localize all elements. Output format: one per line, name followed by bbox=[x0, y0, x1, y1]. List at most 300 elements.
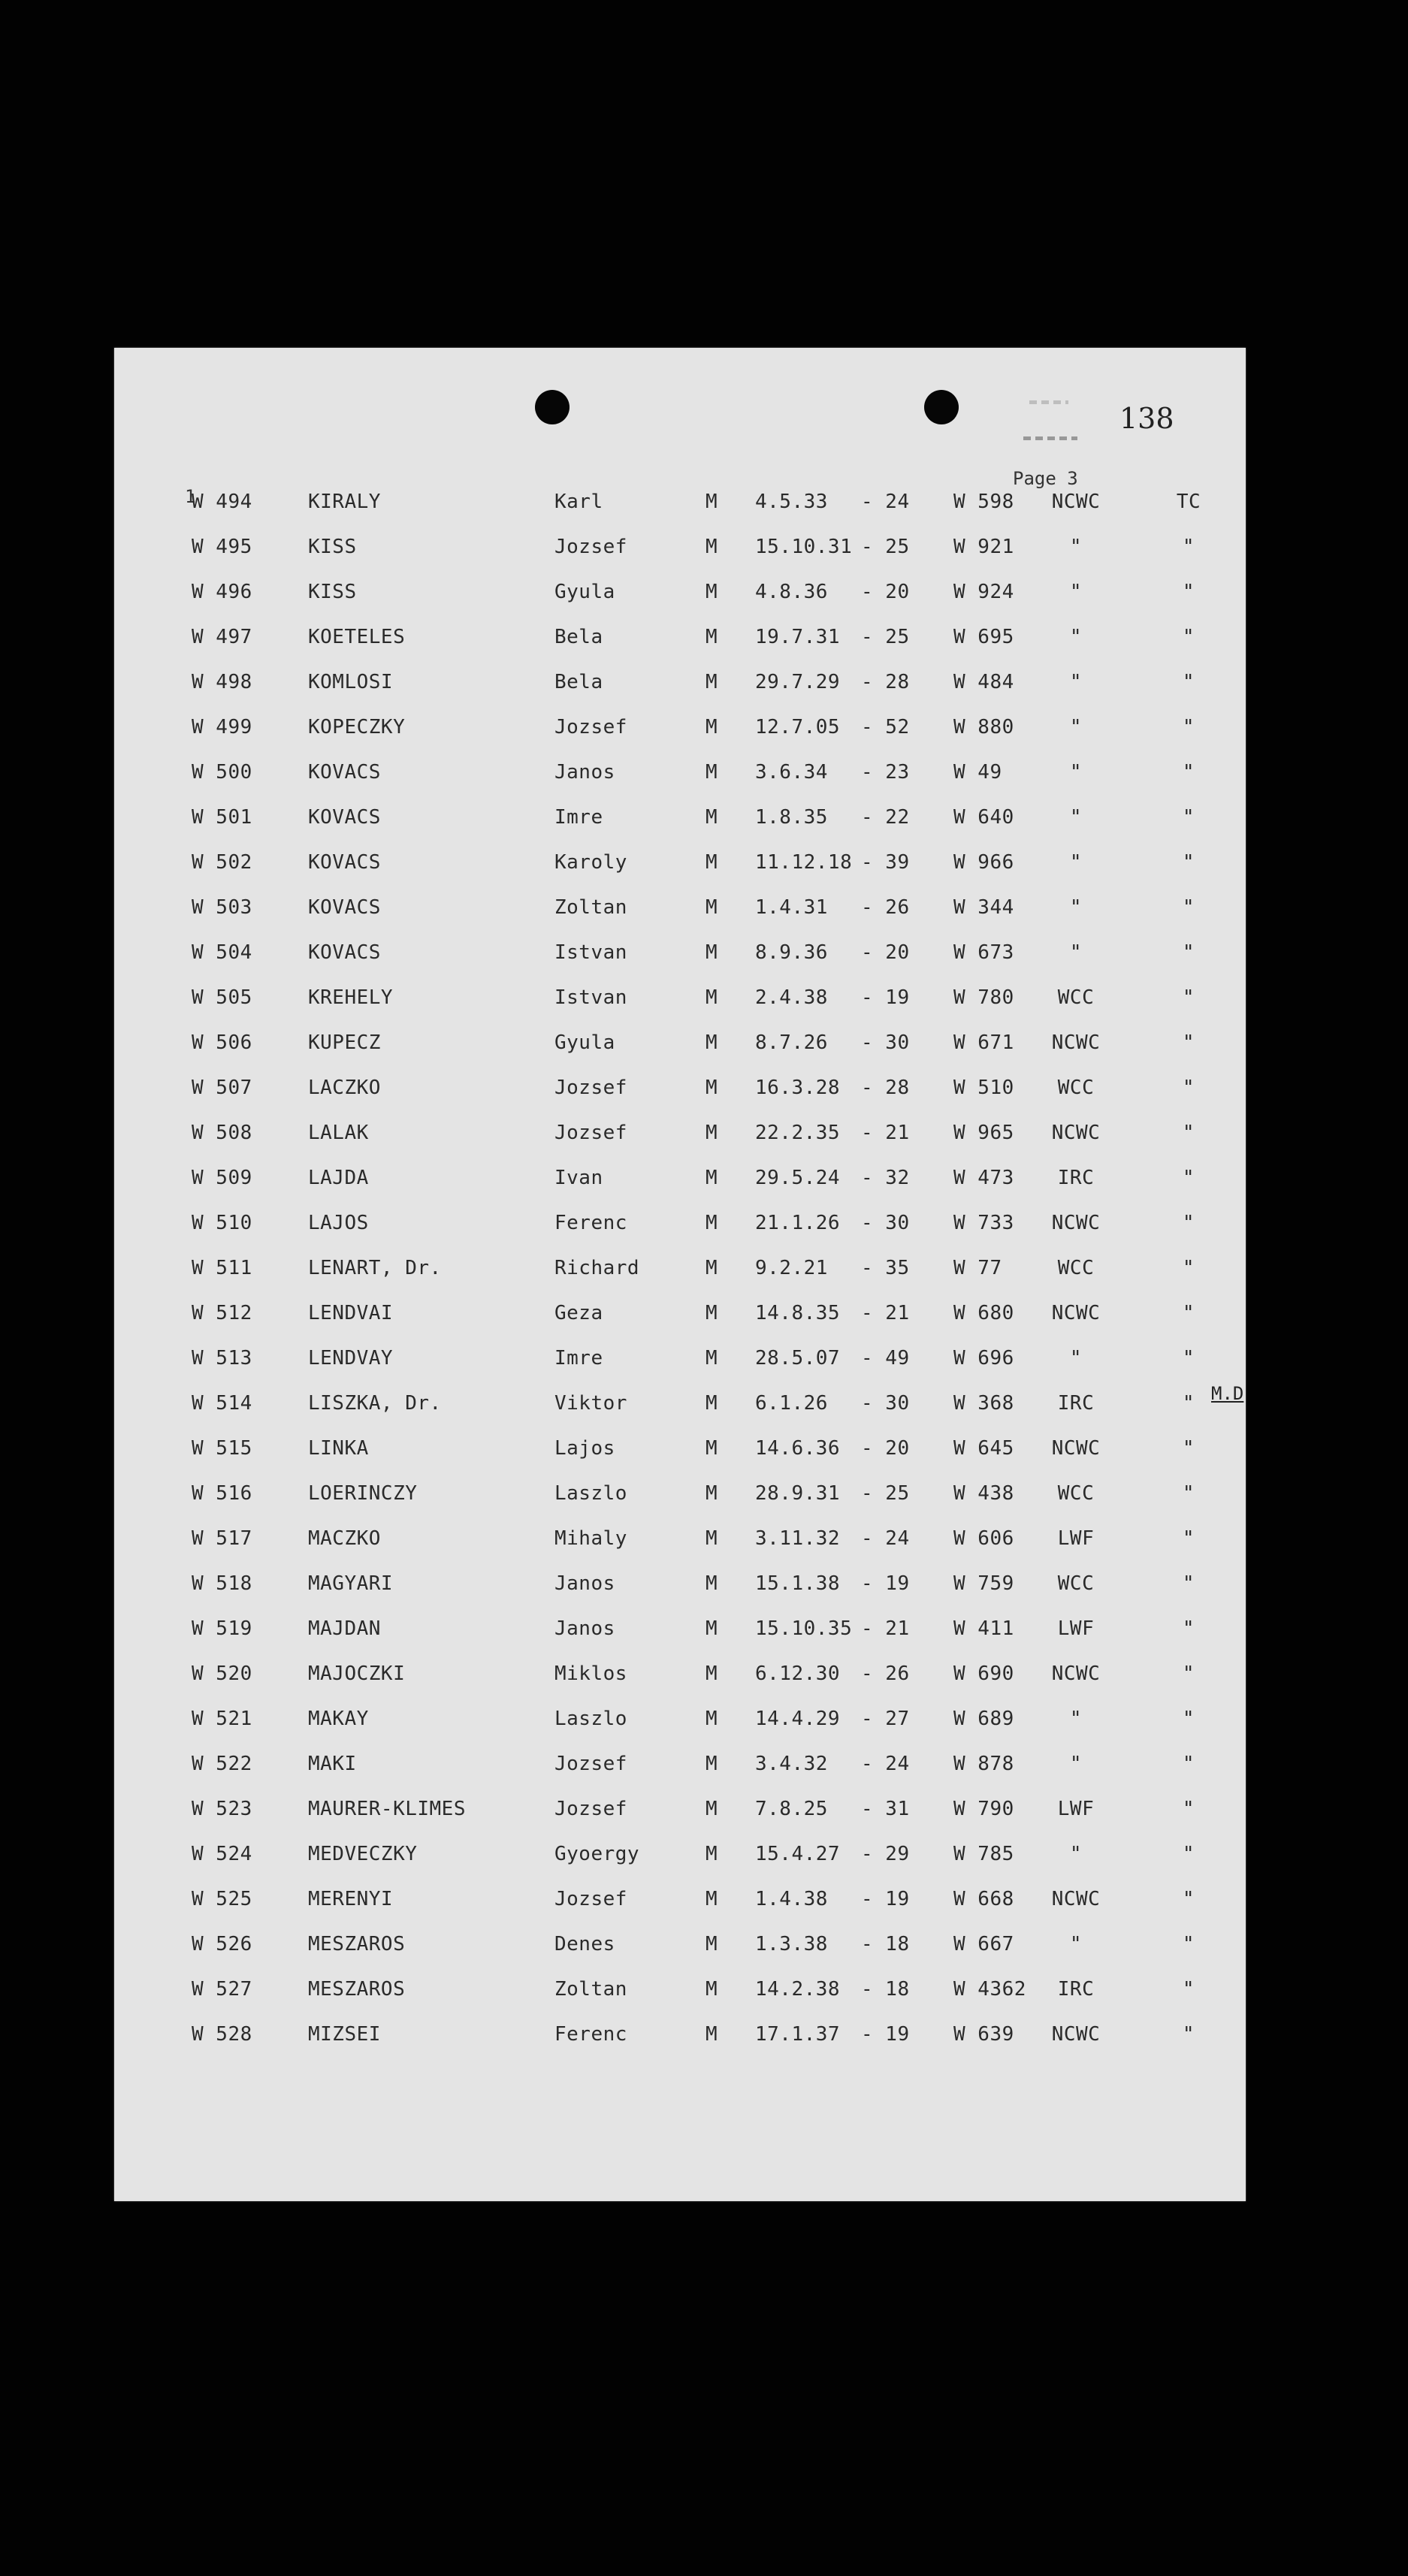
stamp-smudge bbox=[1023, 436, 1077, 440]
reference-number: W 344 bbox=[953, 896, 1014, 919]
birth-date: 14.4.29 bbox=[755, 1708, 841, 1730]
destination: " bbox=[1182, 1753, 1195, 1775]
record-number: W 523 bbox=[192, 1798, 252, 1820]
destination: " bbox=[1182, 1077, 1195, 1099]
surname: LISZKA, Dr. bbox=[308, 1392, 442, 1415]
birth-date: 14.6.36 bbox=[755, 1437, 841, 1460]
punch-hole bbox=[924, 390, 959, 424]
reference-number: W 966 bbox=[953, 851, 1014, 874]
surname: KOVACS bbox=[308, 896, 381, 919]
list-item bbox=[114, 491, 1246, 536]
first-name: Jozsef bbox=[554, 1888, 627, 1910]
list-item bbox=[114, 941, 1246, 986]
list-item bbox=[114, 851, 1246, 896]
birth-date: 3.11.32 bbox=[755, 1527, 841, 1550]
agency: " bbox=[1069, 536, 1083, 558]
first-name: Jozsef bbox=[554, 716, 627, 738]
record-number: W 527 bbox=[192, 1978, 252, 2001]
reference-number: W 667 bbox=[953, 1933, 1014, 1955]
destination: " bbox=[1182, 896, 1195, 919]
age: - 21 bbox=[861, 1617, 910, 1640]
record-number: W 511 bbox=[192, 1257, 252, 1279]
record-number: W 528 bbox=[192, 2023, 252, 2046]
birth-date: 21.1.26 bbox=[755, 1212, 841, 1234]
destination: " bbox=[1182, 1212, 1195, 1234]
sex: M bbox=[706, 1798, 718, 1820]
age: - 20 bbox=[861, 581, 910, 603]
surname: MESZAROS bbox=[308, 1933, 406, 1955]
surname: MAGYARI bbox=[308, 1572, 394, 1595]
destination: " bbox=[1182, 1031, 1195, 1054]
record-number: W 503 bbox=[192, 896, 252, 919]
age: - 19 bbox=[861, 1572, 910, 1595]
destination: " bbox=[1182, 1167, 1195, 1189]
birth-date: 6.1.26 bbox=[755, 1392, 828, 1415]
first-name: Ferenc bbox=[554, 2023, 627, 2046]
sex: M bbox=[706, 1843, 718, 1865]
surname: MIZSEI bbox=[308, 2023, 381, 2046]
age: - 23 bbox=[861, 761, 910, 784]
list-item bbox=[114, 1798, 1246, 1843]
reference-number: W 639 bbox=[953, 2023, 1014, 2046]
first-name: Istvan bbox=[554, 941, 627, 964]
record-number: W 520 bbox=[192, 1662, 252, 1685]
birth-date: 28.5.07 bbox=[755, 1347, 841, 1370]
surname: MAJDAN bbox=[308, 1617, 381, 1640]
surname: MAJOCZKI bbox=[308, 1662, 406, 1685]
sex: M bbox=[706, 1753, 718, 1775]
reference-number: W 77 bbox=[953, 1257, 1002, 1279]
surname: LINKA bbox=[308, 1437, 369, 1460]
first-name: Imre bbox=[554, 806, 603, 829]
birth-date: 15.4.27 bbox=[755, 1843, 841, 1865]
agency: " bbox=[1069, 671, 1083, 693]
age: - 52 bbox=[861, 716, 910, 738]
agency: " bbox=[1069, 851, 1083, 874]
first-name: Geza bbox=[554, 1302, 603, 1324]
birth-date: 28.9.31 bbox=[755, 1482, 841, 1505]
list-item bbox=[114, 1077, 1246, 1122]
sex: M bbox=[706, 851, 718, 874]
destination: " bbox=[1182, 1798, 1195, 1820]
age: - 19 bbox=[861, 2023, 910, 2046]
birth-date: 7.8.25 bbox=[755, 1798, 828, 1820]
surname: LENDVAY bbox=[308, 1347, 394, 1370]
surname: LACZKO bbox=[308, 1077, 381, 1099]
list-item bbox=[114, 671, 1246, 716]
destination: " bbox=[1182, 986, 1195, 1009]
birth-date: 15.10.31 bbox=[755, 536, 853, 558]
agency: WCC bbox=[1057, 986, 1095, 1009]
agency: " bbox=[1069, 716, 1083, 738]
first-name: Imre bbox=[554, 1347, 603, 1370]
agency: NCWC bbox=[1051, 1662, 1101, 1685]
records-list bbox=[114, 491, 1246, 2068]
first-name: Bela bbox=[554, 626, 603, 648]
sex: M bbox=[706, 1437, 718, 1460]
list-item bbox=[114, 986, 1246, 1031]
record-number: W 499 bbox=[192, 716, 252, 738]
punch-hole bbox=[535, 390, 570, 424]
reference-number: W 4362 bbox=[953, 1978, 1026, 2001]
age: - 28 bbox=[861, 671, 910, 693]
surname: KOVACS bbox=[308, 761, 381, 784]
birth-date: 16.3.28 bbox=[755, 1077, 841, 1099]
surname: MAKAY bbox=[308, 1708, 369, 1730]
reference-number: W 438 bbox=[953, 1482, 1014, 1505]
sex: M bbox=[706, 1167, 718, 1189]
age: - 31 bbox=[861, 1798, 910, 1820]
record-number: W 506 bbox=[192, 1031, 252, 1054]
age: - 24 bbox=[861, 491, 910, 513]
list-item bbox=[114, 1437, 1246, 1482]
list-item bbox=[114, 1167, 1246, 1212]
age: - 49 bbox=[861, 1347, 910, 1370]
record-number: W 514 bbox=[192, 1392, 252, 1415]
age: - 22 bbox=[861, 806, 910, 829]
birth-date: 6.12.30 bbox=[755, 1662, 841, 1685]
destination: " bbox=[1182, 1392, 1195, 1415]
age: - 20 bbox=[861, 941, 910, 964]
reference-number: W 733 bbox=[953, 1212, 1014, 1234]
surname: KOETELES bbox=[308, 626, 406, 648]
surname: KUPECZ bbox=[308, 1031, 381, 1054]
sex: M bbox=[706, 1347, 718, 1370]
list-item bbox=[114, 1347, 1246, 1392]
list-item bbox=[114, 1933, 1246, 1978]
list-item bbox=[114, 1482, 1246, 1527]
reference-number: W 696 bbox=[953, 1347, 1014, 1370]
destination: " bbox=[1182, 1933, 1195, 1955]
sex: M bbox=[706, 896, 718, 919]
first-name: Karl bbox=[554, 491, 603, 513]
surname: MACZKO bbox=[308, 1527, 381, 1550]
reference-number: W 645 bbox=[953, 1437, 1014, 1460]
reference-number: W 790 bbox=[953, 1798, 1014, 1820]
birth-date: 3.4.32 bbox=[755, 1753, 828, 1775]
age: - 26 bbox=[861, 1662, 910, 1685]
page-number: 138 bbox=[1119, 402, 1174, 435]
surname: MEDVECZKY bbox=[308, 1843, 418, 1865]
destination: " bbox=[1182, 1122, 1195, 1144]
birth-date: 29.7.29 bbox=[755, 671, 841, 693]
surname: KREHELY bbox=[308, 986, 394, 1009]
list-item bbox=[114, 1662, 1246, 1708]
agency: NCWC bbox=[1051, 2023, 1101, 2046]
age: - 21 bbox=[861, 1122, 910, 1144]
agency: " bbox=[1069, 1708, 1083, 1730]
destination: " bbox=[1182, 1888, 1195, 1910]
first-name: Jozsef bbox=[554, 1122, 627, 1144]
age: - 26 bbox=[861, 896, 910, 919]
agency: LWF bbox=[1057, 1798, 1095, 1820]
birth-date: 1.8.35 bbox=[755, 806, 828, 829]
age: - 27 bbox=[861, 1708, 910, 1730]
surname: MERENYI bbox=[308, 1888, 394, 1910]
record-number: W 517 bbox=[192, 1527, 252, 1550]
surname: KOMLOSI bbox=[308, 671, 394, 693]
destination: " bbox=[1182, 941, 1195, 964]
agency: " bbox=[1069, 1843, 1083, 1865]
age: - 21 bbox=[861, 1302, 910, 1324]
record-number: W 500 bbox=[192, 761, 252, 784]
age: - 35 bbox=[861, 1257, 910, 1279]
agency: NCWC bbox=[1051, 1031, 1101, 1054]
birth-date: 14.2.38 bbox=[755, 1978, 841, 2001]
first-name: Gyula bbox=[554, 1031, 615, 1054]
age: - 24 bbox=[861, 1753, 910, 1775]
list-item bbox=[114, 1031, 1246, 1077]
birth-date: 9.2.21 bbox=[755, 1257, 828, 1279]
reference-number: W 695 bbox=[953, 626, 1014, 648]
agency: IRC bbox=[1057, 1167, 1095, 1189]
surname: KOVACS bbox=[308, 941, 381, 964]
sex: M bbox=[706, 1978, 718, 2001]
birth-date: 15.1.38 bbox=[755, 1572, 841, 1595]
destination: " bbox=[1182, 1527, 1195, 1550]
sex: M bbox=[706, 626, 718, 648]
document-sheet bbox=[114, 348, 1246, 2201]
list-item bbox=[114, 1843, 1246, 1888]
record-number: W 521 bbox=[192, 1708, 252, 1730]
surname: KOPECZKY bbox=[308, 716, 406, 738]
record-number: W 515 bbox=[192, 1437, 252, 1460]
reference-number: W 689 bbox=[953, 1708, 1014, 1730]
agency: LWF bbox=[1057, 1527, 1095, 1550]
first-name: Richard bbox=[554, 1257, 640, 1279]
sex: M bbox=[706, 941, 718, 964]
birth-date: 19.7.31 bbox=[755, 626, 841, 648]
age: - 32 bbox=[861, 1167, 910, 1189]
reference-number: W 780 bbox=[953, 986, 1014, 1009]
sex: M bbox=[706, 761, 718, 784]
first-name: Gyoergy bbox=[554, 1843, 640, 1865]
sex: M bbox=[706, 1122, 718, 1144]
surname: KOVACS bbox=[308, 851, 381, 874]
sex: M bbox=[706, 806, 718, 829]
surname: MAURER-KLIMES bbox=[308, 1798, 466, 1820]
record-number: W 502 bbox=[192, 851, 252, 874]
list-item bbox=[114, 1257, 1246, 1302]
age: - 28 bbox=[861, 1077, 910, 1099]
age: - 19 bbox=[861, 1888, 910, 1910]
sex: M bbox=[706, 1212, 718, 1234]
reference-number: W 668 bbox=[953, 1888, 1014, 1910]
destination: " bbox=[1182, 1347, 1195, 1370]
agency: NCWC bbox=[1051, 491, 1101, 513]
agency: NCWC bbox=[1051, 1437, 1101, 1460]
agency: WCC bbox=[1057, 1572, 1095, 1595]
age: - 18 bbox=[861, 1933, 910, 1955]
surname: KISS bbox=[308, 536, 357, 558]
surname: LOERINCZY bbox=[308, 1482, 418, 1505]
reference-number: W 690 bbox=[953, 1662, 1014, 1685]
reference-number: W 671 bbox=[953, 1031, 1014, 1054]
first-name: Jozsef bbox=[554, 1753, 627, 1775]
first-name: Laszlo bbox=[554, 1482, 627, 1505]
first-name: Jozsef bbox=[554, 1798, 627, 1820]
record-number: W 525 bbox=[192, 1888, 252, 1910]
sex: M bbox=[706, 1933, 718, 1955]
destination: " bbox=[1182, 1978, 1195, 2001]
birth-date: 14.8.35 bbox=[755, 1302, 841, 1324]
birth-date: 2.4.38 bbox=[755, 986, 828, 1009]
record-number: W 518 bbox=[192, 1572, 252, 1595]
list-item bbox=[114, 1753, 1246, 1798]
destination: " bbox=[1182, 1572, 1195, 1595]
agency: WCC bbox=[1057, 1077, 1095, 1099]
first-name: Ivan bbox=[554, 1167, 603, 1189]
first-name: Viktor bbox=[554, 1392, 627, 1415]
list-item bbox=[114, 536, 1246, 581]
record-number: W 524 bbox=[192, 1843, 252, 1865]
age: - 29 bbox=[861, 1843, 910, 1865]
surname: LENDVAI bbox=[308, 1302, 394, 1324]
reference-number: W 965 bbox=[953, 1122, 1014, 1144]
list-item bbox=[114, 716, 1246, 761]
list-item bbox=[114, 1122, 1246, 1167]
sex: M bbox=[706, 1708, 718, 1730]
list-item bbox=[114, 896, 1246, 941]
sex: M bbox=[706, 1662, 718, 1685]
sex: M bbox=[706, 671, 718, 693]
agency: LWF bbox=[1057, 1617, 1095, 1640]
birth-date: 15.10.35 bbox=[755, 1617, 853, 1640]
surname: KOVACS bbox=[308, 806, 381, 829]
reference-number: W 640 bbox=[953, 806, 1014, 829]
record-number: W 510 bbox=[192, 1212, 252, 1234]
reference-number: W 606 bbox=[953, 1527, 1014, 1550]
birth-date: 4.5.33 bbox=[755, 491, 828, 513]
first-name: Janos bbox=[554, 761, 615, 784]
reference-number: W 878 bbox=[953, 1753, 1014, 1775]
age: - 25 bbox=[861, 626, 910, 648]
destination: " bbox=[1182, 1257, 1195, 1279]
record-number: W 495 bbox=[192, 536, 252, 558]
destination: " bbox=[1182, 536, 1195, 558]
birth-date: 1.3.38 bbox=[755, 1933, 828, 1955]
record-number: W 504 bbox=[192, 941, 252, 964]
agency: " bbox=[1069, 581, 1083, 603]
side-note: M.D bbox=[1211, 1383, 1244, 1404]
corner-mark: 1 bbox=[185, 486, 196, 507]
record-number: W 509 bbox=[192, 1167, 252, 1189]
destination: " bbox=[1182, 1662, 1195, 1685]
age: - 39 bbox=[861, 851, 910, 874]
record-number: W 512 bbox=[192, 1302, 252, 1324]
agency: NCWC bbox=[1051, 1212, 1101, 1234]
age: - 24 bbox=[861, 1527, 910, 1550]
reference-number: W 759 bbox=[953, 1572, 1014, 1595]
destination: " bbox=[1182, 1708, 1195, 1730]
sex: M bbox=[706, 716, 718, 738]
birth-date: 8.7.26 bbox=[755, 1031, 828, 1054]
record-number: W 526 bbox=[192, 1933, 252, 1955]
sex: M bbox=[706, 581, 718, 603]
surname: LAJOS bbox=[308, 1212, 369, 1234]
record-number: W 516 bbox=[192, 1482, 252, 1505]
agency: " bbox=[1069, 761, 1083, 784]
destination: " bbox=[1182, 1437, 1195, 1460]
sex: M bbox=[706, 1888, 718, 1910]
list-item bbox=[114, 1572, 1246, 1617]
birth-date: 17.1.37 bbox=[755, 2023, 841, 2046]
age: - 19 bbox=[861, 986, 910, 1009]
sex: M bbox=[706, 491, 718, 513]
destination: " bbox=[1182, 1617, 1195, 1640]
reference-number: W 673 bbox=[953, 941, 1014, 964]
age: - 30 bbox=[861, 1212, 910, 1234]
age: - 25 bbox=[861, 536, 910, 558]
agency: " bbox=[1069, 626, 1083, 648]
agency: WCC bbox=[1057, 1257, 1095, 1279]
record-number: W 498 bbox=[192, 671, 252, 693]
reference-number: W 510 bbox=[953, 1077, 1014, 1099]
list-item bbox=[114, 1708, 1246, 1753]
birth-date: 11.12.18 bbox=[755, 851, 853, 874]
list-item bbox=[114, 581, 1246, 626]
record-number: W 522 bbox=[192, 1753, 252, 1775]
reference-number: W 368 bbox=[953, 1392, 1014, 1415]
reference-number: W 473 bbox=[953, 1167, 1014, 1189]
agency: " bbox=[1069, 1753, 1083, 1775]
record-number: W 508 bbox=[192, 1122, 252, 1144]
destination: " bbox=[1182, 626, 1195, 648]
reference-number: W 411 bbox=[953, 1617, 1014, 1640]
list-item bbox=[114, 1302, 1246, 1347]
list-item bbox=[114, 626, 1246, 671]
list-item bbox=[114, 1888, 1246, 1933]
record-number: W 519 bbox=[192, 1617, 252, 1640]
agency: " bbox=[1069, 1933, 1083, 1955]
first-name: Denes bbox=[554, 1933, 615, 1955]
agency: NCWC bbox=[1051, 1122, 1101, 1144]
first-name: Janos bbox=[554, 1617, 615, 1640]
birth-date: 29.5.24 bbox=[755, 1167, 841, 1189]
sex: M bbox=[706, 986, 718, 1009]
sex: M bbox=[706, 1257, 718, 1279]
destination: " bbox=[1182, 2023, 1195, 2046]
agency: " bbox=[1069, 806, 1083, 829]
surname: MAKI bbox=[308, 1753, 357, 1775]
first-name: Zoltan bbox=[554, 1978, 627, 2001]
reference-number: W 49 bbox=[953, 761, 1002, 784]
surname: MESZAROS bbox=[308, 1978, 406, 2001]
list-item bbox=[114, 1212, 1246, 1257]
first-name: Jozsef bbox=[554, 536, 627, 558]
first-name: Bela bbox=[554, 671, 603, 693]
first-name: Ferenc bbox=[554, 1212, 627, 1234]
agency: IRC bbox=[1057, 1392, 1095, 1415]
record-number: W 505 bbox=[192, 986, 252, 1009]
sex: M bbox=[706, 1302, 718, 1324]
record-number: W 507 bbox=[192, 1077, 252, 1099]
surname: LALAK bbox=[308, 1122, 369, 1144]
stamp-smudge bbox=[1029, 400, 1068, 404]
sex: M bbox=[706, 1031, 718, 1054]
first-name: Laszlo bbox=[554, 1708, 627, 1730]
reference-number: W 921 bbox=[953, 536, 1014, 558]
sex: M bbox=[706, 2023, 718, 2046]
sex: M bbox=[706, 1077, 718, 1099]
sex: M bbox=[706, 1482, 718, 1505]
birth-date: 1.4.38 bbox=[755, 1888, 828, 1910]
destination: " bbox=[1182, 851, 1195, 874]
birth-date: 4.8.36 bbox=[755, 581, 828, 603]
first-name: Janos bbox=[554, 1572, 615, 1595]
first-name: Miklos bbox=[554, 1662, 627, 1685]
reference-number: W 785 bbox=[953, 1843, 1014, 1865]
